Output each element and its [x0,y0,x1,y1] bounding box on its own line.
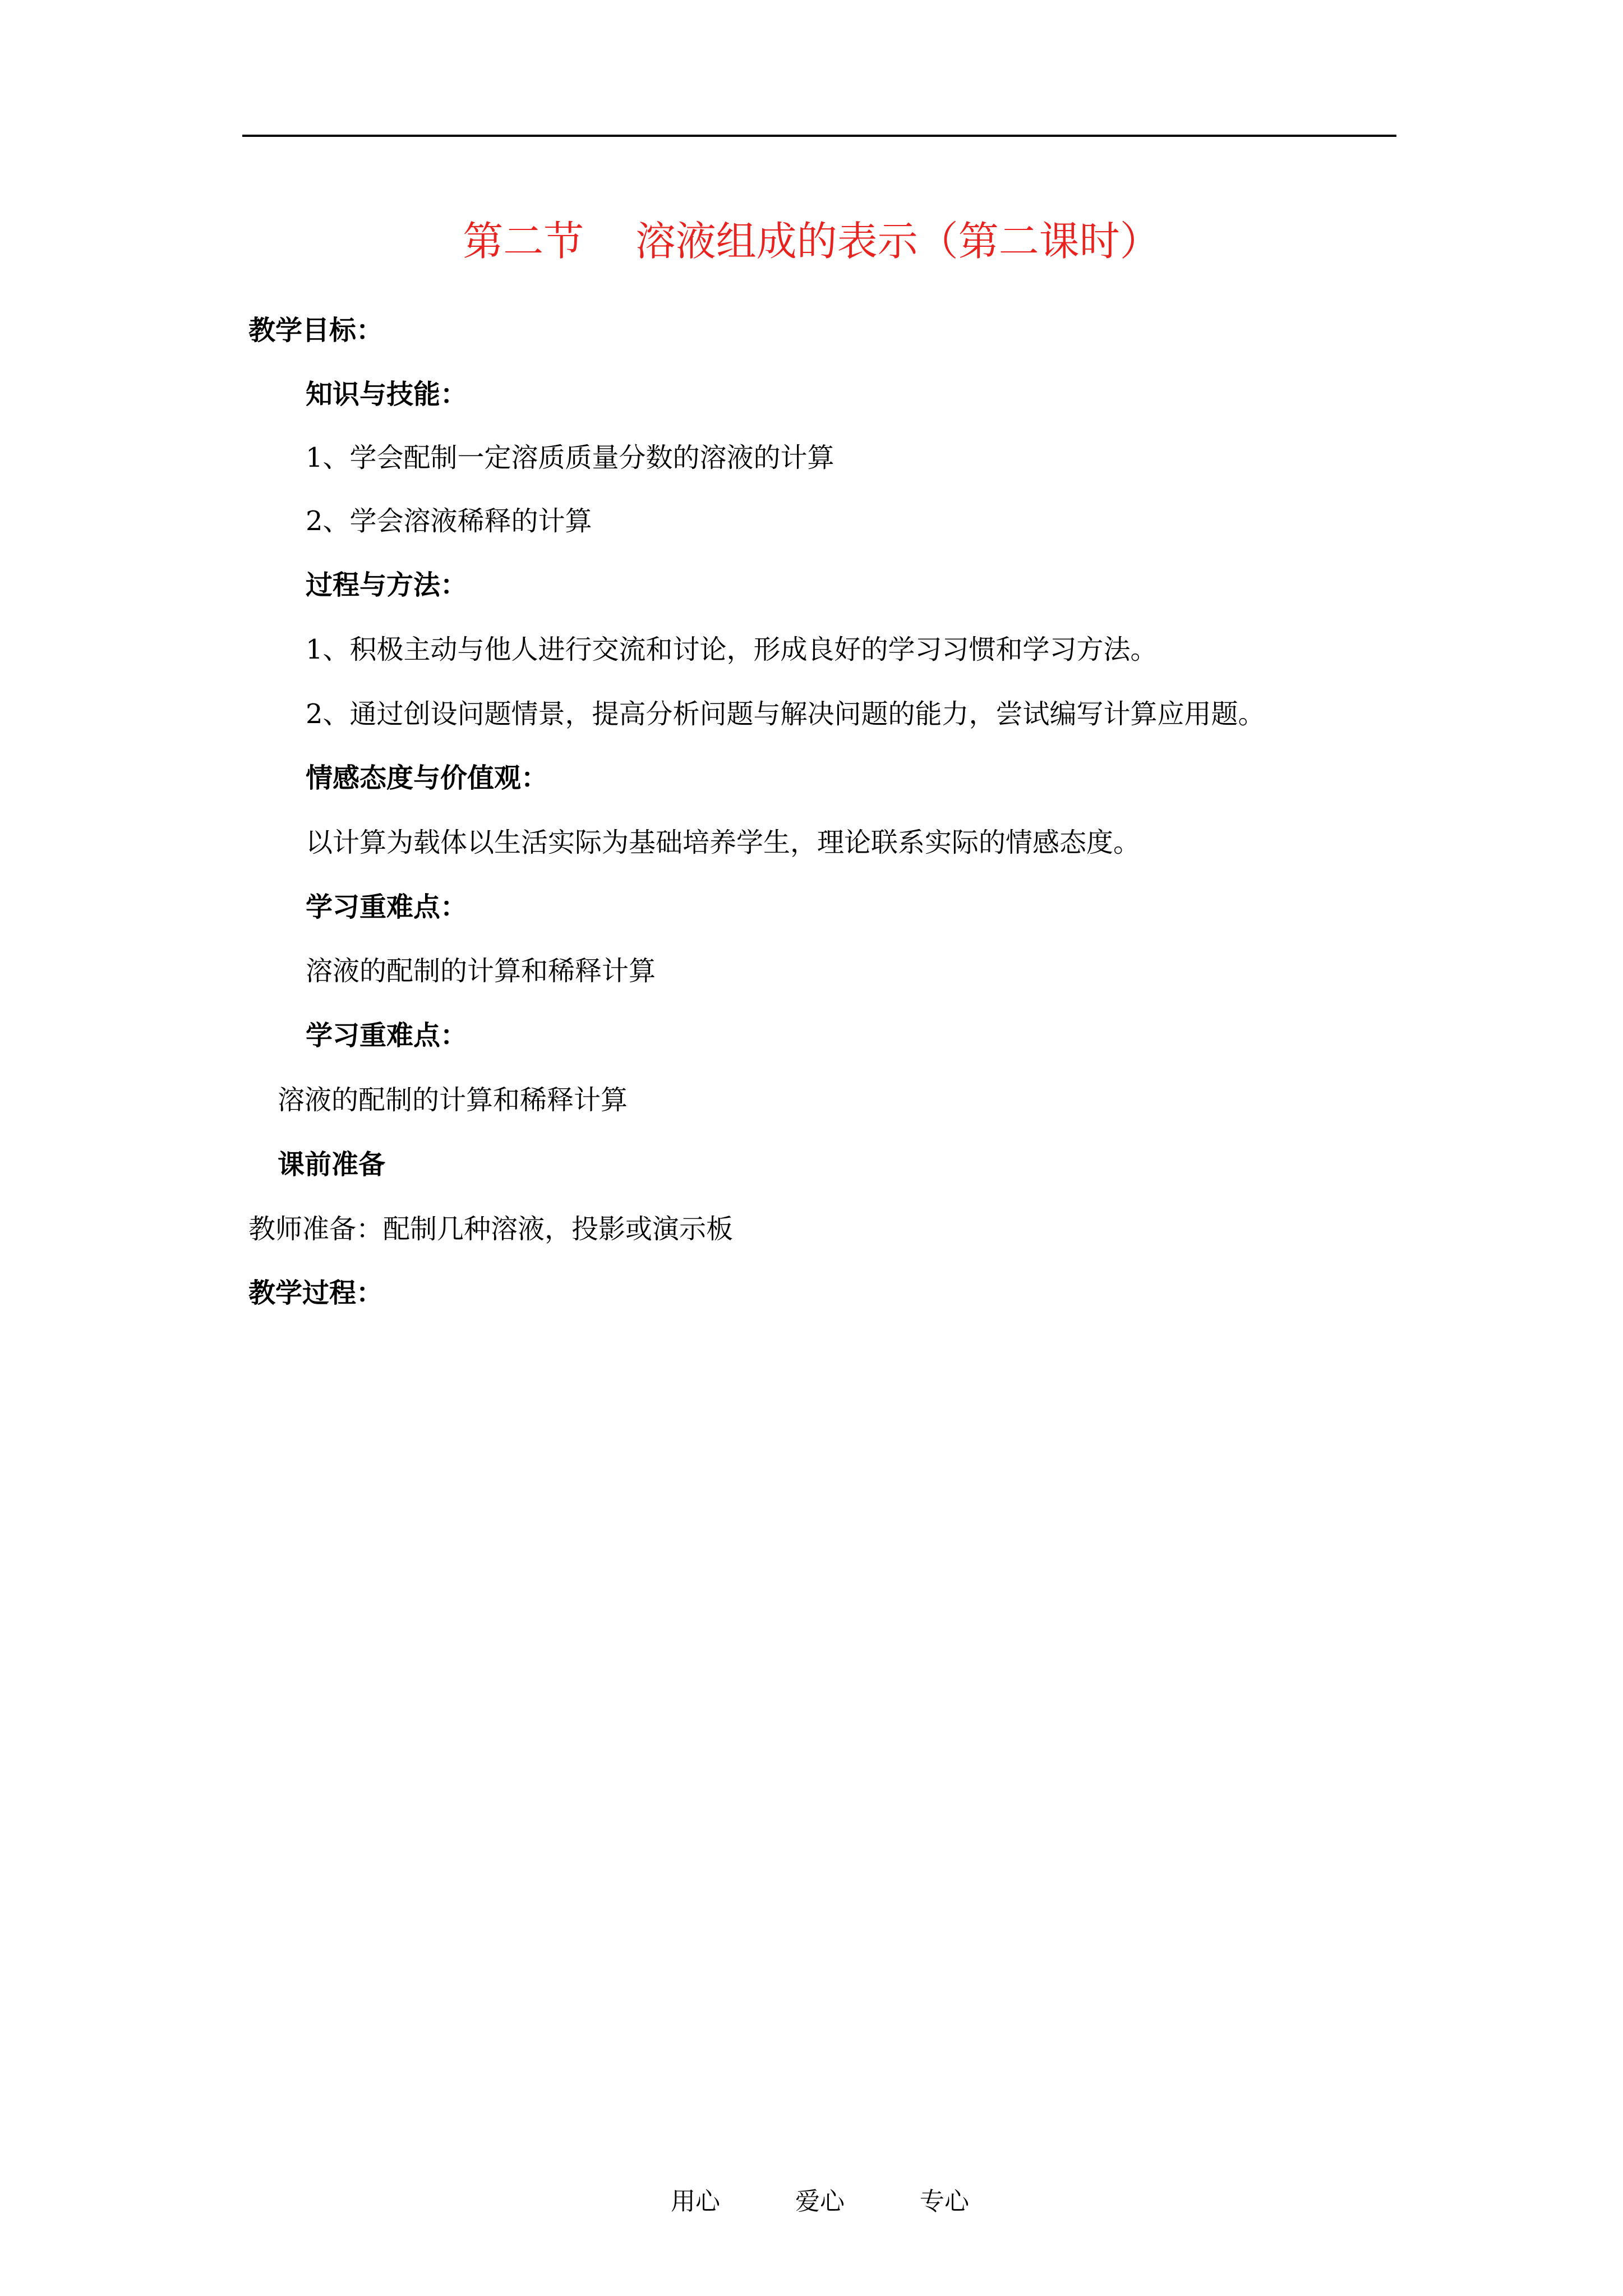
emotion-item-1: 以计算为载体以生活实际为基础培养学生，理论联系实际的情感态度。 [306,827,1141,858]
emotion-heading: 情感态度与价值观： [306,762,548,794]
keypoints-heading-1: 学习重难点： [306,891,468,923]
objectives-heading: 教学目标： [248,315,384,346]
keypoints-text-2: 溶液的配制的计算和稀释计算 [278,1084,628,1116]
knowledge-item-2: 2、学会溶液稀释的计算 [306,505,592,537]
page-title: 第二节 溶液组成的表示（第二课时） [463,218,1160,265]
keypoints-heading-2: 学习重难点： [306,1020,468,1051]
process-item-2: 2、通过创设问题情景，提高分析问题与解决问题的能力，尝试编写计算应用题。 [306,698,1265,730]
teacher-prep: 教师准备：配制几种溶液，投影或演示板 [248,1213,734,1245]
footer-item-3: 专心 [920,2187,969,2216]
keypoints-text-1: 溶液的配制的计算和稀释计算 [306,955,656,987]
footer-item-2: 爱心 [795,2187,845,2216]
knowledge-item-1: 1、学会配制一定溶质质量分数的溶液的计算 [306,442,834,473]
header-rule [242,135,1396,137]
teaching-process-heading: 教学过程： [248,1277,384,1309]
process-heading: 过程与方法： [306,569,468,601]
prep-heading: 课前准备 [278,1149,386,1180]
footer-item-1: 用心 [671,2187,720,2216]
knowledge-heading: 知识与技能： [306,379,468,410]
process-item-1: 1、积极主动与他人进行交流和讨论，形成良好的学习习惯和学习方法。 [306,634,1158,665]
